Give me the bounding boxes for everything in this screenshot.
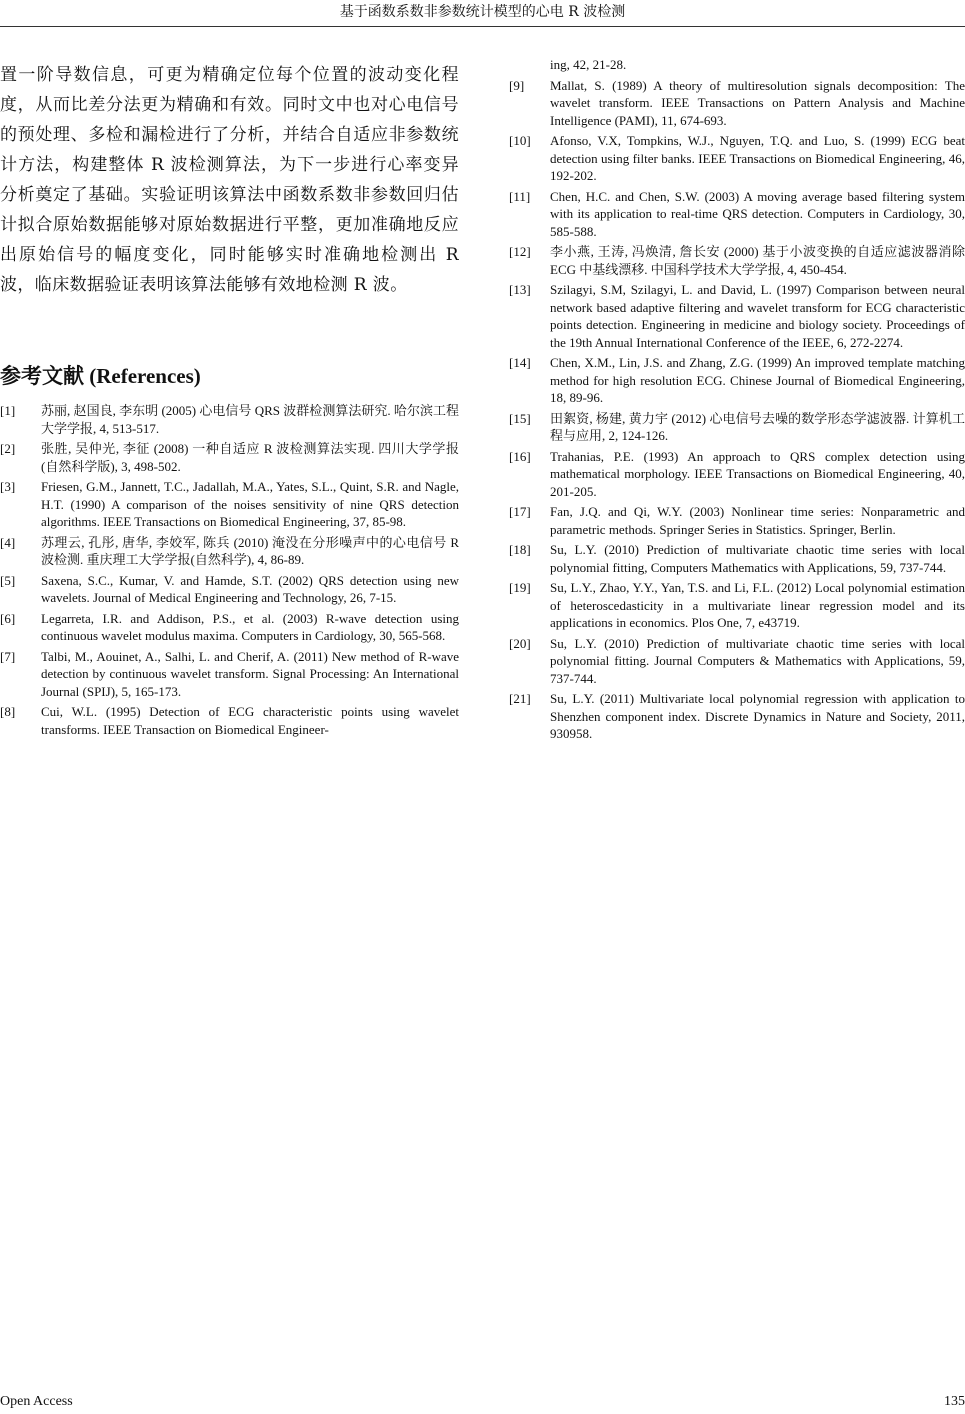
reference-item [0,440,459,475]
reference-item [509,243,965,278]
reference-item [0,610,459,645]
reference-item [509,410,965,445]
reference-text: 田絮资, 杨建, 黄力宇 (2012) 心电信号去噪的数学形态学滤波器. 计算机工程与应用, 2, 124-126. [550,410,965,443]
reference-text: Trahanias, P.E. (1993) An approach to QRS complex detection using mathematical morphology. IEEE Transactions on Biomedical Engineering, 40, 201-205. [550,448,965,499]
conclusion-paragraph: 置一阶导数信息，可更为精确定位每个位置的波动变化程度，从而比差分法更为精确和有效。同时文中也对心电信号的预处理、多检和漏检进行了分析，并结合自适应非参数统计方法，构建整体 R 波检测算法，为下一步进行心率变异分析奠定了基础。实验证明该算法中函数系数非参数回归估计拟合原始数据能够对原始数据进行平整，更加准确地反应出原始信号的幅度变化，同时能够实时准确地检测出 R 波，临床数据验证表明该算法能够有效地检测 R 波。 [0,65,459,295]
reference-number: [6] [0,610,16,626]
reference-item [509,541,965,576]
reference-text: Su, L.Y., Zhao, Y.Y., Yan, T.S. and Li, F.L. (2012) Local polynomial estimation of heteroscedasticity in a multivariate linear regression model and its applications in economics. Plos One, 7, e43719. [550,580,965,630]
reference-number: [10] [509,133,531,148]
reference-text: Fan, J.Q. and Qi, W.Y. (2003) Nonlinear time series: Nonparametric and parametric methods. Springer Series in Statistics. Springer, Berlin. [550,504,965,537]
reference-item [509,690,965,743]
reference-item [0,402,459,437]
reference-number: [2] [0,441,16,456]
left-column [0,60,459,741]
reference-text: Friesen, G.M., Jannett, T.C., Jadallah, M.A., Yates, S.L., Quint, S.R. and Nagle, H.T. (1990) A comparison of the noises sensitivity of nine QRS detection algorithms. IEEE Transactions on Biomedical Engineering, 37, 85-98. [41,479,459,529]
reference-number: [16] [509,448,531,464]
reference-item [509,579,965,632]
reference-item [509,188,965,241]
reference-text: 李小燕, 王涛, 冯焕清, 詹长安 (2000) 基于小波变换的自适应滤波器消除 ECG 中基线漂移. 中国科学技术大学学报, 4, 450-454. [550,244,965,277]
reference-continuation-text: ing, 42, 21-28. [550,57,627,72]
reference-item [0,572,459,607]
reference-text: Szilagyi, S.M, Szilagyi, L. and David, L. (1997) Comparison between neural network based adaptive filtering and wavelet transform for ECG characteristic points detection. Engineering in medicine and biology society. Proceedings of the 19th Annual International Conference of the IEEE, 6, 272-2274. [550,282,965,350]
reference-item [509,448,965,501]
references-heading: 参考文献 (References) [0,364,201,388]
page-number: 135 [944,1394,965,1409]
reference-item [509,77,965,130]
reference-text: Su, L.Y. (2010) Prediction of multivariate chaotic time series with local polynomial fitting. Journal Computers & Mathematics with Applications, 59, 737-744. [550,635,965,686]
reference-number: [14] [509,355,531,370]
reference-item [509,635,965,688]
reference-item [509,503,965,538]
reference-number: [8] [0,704,16,719]
reference-item [509,132,965,185]
reference-text: Saxena, S.C., Kumar, V. and Hamde, S.T. (2002) QRS detection using new wavelets. Journal of Medical Engineering and Technology, 26, 7-15. [41,572,459,605]
reference-number: [15] [509,410,531,426]
references-list-right [509,56,965,743]
reference-text: Mallat, S. (1989) A theory of multiresolution signals decomposition: The wavelet transform. IEEE Transactions on Pattern Analysis and Machine Intelligence (PAMI), 11, 674-693. [550,77,965,128]
reference-number: [5] [0,572,16,588]
reference-text: Afonso, V.X, Tompkins, W.J., Nguyen, T.Q. and Luo, S. (1999) ECG beat detection using filter banks. IEEE Transactions on Biomedical Engineering, 46, 192-202. [550,133,965,183]
reference-text: Su, L.Y. (2011) Multivariate local polynomial regression with application to Shenzhen component index. Discrete Dynamics in Nature and Society, 2011, 930958. [550,691,965,741]
reference-text: Su, L.Y. (2010) Prediction of multivariate chaotic time series with local polynomial fitting, Computers Mathematics with Applications, 59, 737-744. [550,542,965,575]
reference-number: [21] [509,691,531,706]
reference-text: Chen, X.M., Lin, J.S. and Zhang, Z.G. (1999) An improved template matching method for high resolution ECG. Chinese Journal of Biomedical Engineering, 18, 89-96. [550,355,965,405]
reference-item [509,354,965,407]
reference-text: 张胜, 吴仲光, 李征 (2008) 一种自适应 R 波检测算法实现. 四川大学学报(自然科学版), 3, 498-502. [41,441,459,474]
reference-text: 苏丽, 赵国良, 李东明 (2005) 心电信号 QRS 波群检测算法研究. 哈尔滨工程大学学报, 4, 513-517. [41,403,459,436]
reference-text: Cui, W.L. (1995) Detection of ECG characteristic points using wavelet transforms. IEEE Transaction on Biomedical Engineer- [41,704,459,737]
reference-item [0,534,459,569]
reference-number: [12] [509,244,531,259]
reference-text: Chen, H.C. and Chen, S.W. (2003) A moving average based filtering system with its application to real-time QRS detection. Computers in Cardiology, 30, 585-588. [550,188,965,239]
reference-item [0,703,459,738]
running-header-title: 基于函数系数非参数统计模型的心电 R 波检测 [339,4,626,20]
running-header [0,0,965,27]
reference-number: [20] [509,635,531,651]
footer-open-access: Open Access [0,1394,73,1409]
right-column [509,56,965,746]
reference-number: [1] [0,403,16,418]
reference-number: [3] [0,479,16,494]
reference-item [509,281,965,351]
reference-number: [18] [509,542,531,557]
reference-number: [13] [509,282,531,297]
reference-item [0,478,459,531]
reference-number: [19] [509,580,531,595]
reference-number: [11] [509,188,531,204]
reference-text: 苏理云, 孔彤, 唐华, 李姣军, 陈兵 (2010) 淹没在分形噪声中的心电信号 R 波检测. 重庆理工大学学报(自然科学), 4, 86-89. [41,534,459,567]
reference-number: [7] [0,648,16,664]
reference-continuation [509,56,965,74]
reference-number: [9] [509,77,525,93]
reference-number: [17] [509,504,531,519]
references-list-left [0,402,459,738]
reference-text: Talbi, M., Aouinet, A., Salhi, L. and Cherif, A. (2011) New method of R-wave detection by continuous wavelet transform. Signal Processing: An International Journal (SPIJ), 5, 165-173. [41,648,459,699]
reference-text: Legarreta, I.R. and Addison, P.S., et al. (2003) R-wave detection using continuous wavelet modulus maxima. Computers in Cardiology, 30, 565-568. [41,610,459,643]
reference-item [0,648,459,701]
reference-number: [4] [0,534,16,550]
